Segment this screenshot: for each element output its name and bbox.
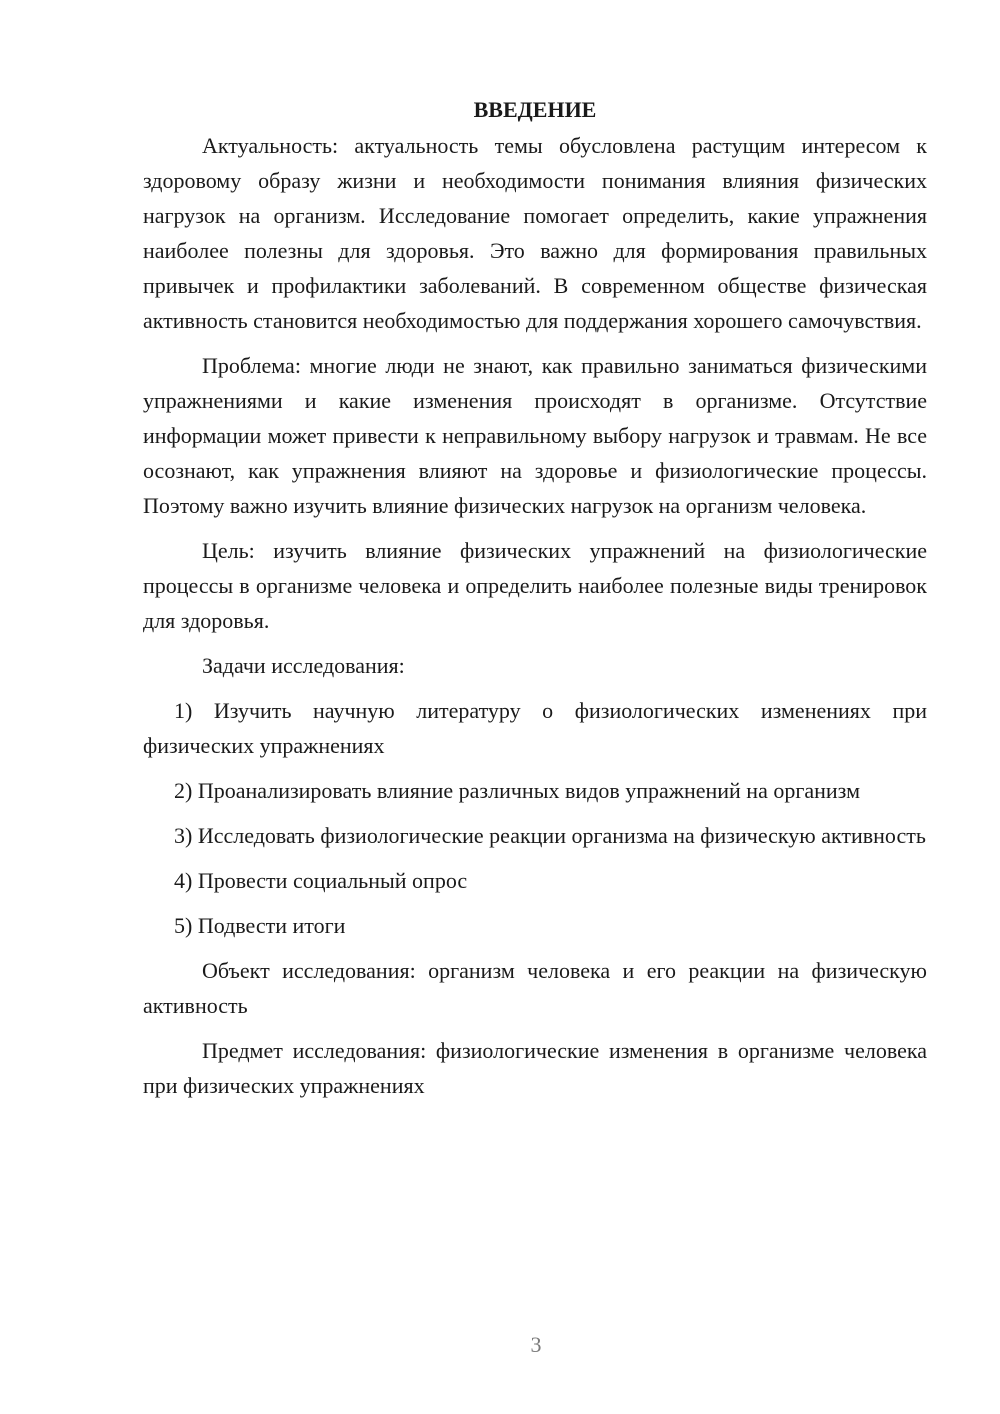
paragraph-object: Объект исследования: организм человека и его реакции на физическую активность <box>143 958 927 1018</box>
list-item: 3) Исследовать физиологические реакции организма на физическую активность <box>174 823 926 848</box>
section-heading: ВВЕДЕНИЕ <box>473 97 597 122</box>
list-item: 1) Изучить научную литературу о физиологических изменениях при физических упражнениях <box>143 698 927 758</box>
page-number: 3 <box>530 1332 542 1357</box>
paragraph-subject: Предмет исследования: физиологические изменения в организме человека при физических упражнениях <box>143 1038 927 1098</box>
tasks-title: Задачи исследования: <box>202 653 405 678</box>
paragraph-relevance: Актуальность: актуальность темы обусловлена растущим интересом к здоровому образу жизни и необходимости понимания влияния физических нагрузок на организм. Исследование помогает определить, какие упражнения наиболее полезны для здоровья. Это важно для формирования правильных привычек и профилактики заболеваний. В современном обществе физическая активность становится необходимостью для поддержания хорошего самочувствия. <box>143 133 927 333</box>
paragraph-goal: Цель: изучить влияние физических упражнений на физиологические процессы в организме человека и определить наиболее полезные виды тренировок для здоровья. <box>143 538 927 633</box>
page-content <box>143 92 927 1113</box>
tasks-list <box>143 693 927 943</box>
list-item: 4) Провести социальный опрос <box>174 868 468 893</box>
list-item: 5) Подвести итоги <box>174 913 346 938</box>
list-item: 2) Проанализировать влияние различных видов упражнений на организм <box>174 778 860 803</box>
paragraph-problem: Проблема: многие люди не знают, как правильно заниматься физическими упражнениями и какие изменения происходят в организме. Отсутствие информации может привести к неправильному выбору нагрузок и травмам. Не все осознают, как упражнения влияют на здоровье и физиологические процессы. Поэтому важно изучить влияние физических нагрузок на организм человека. <box>143 353 927 518</box>
